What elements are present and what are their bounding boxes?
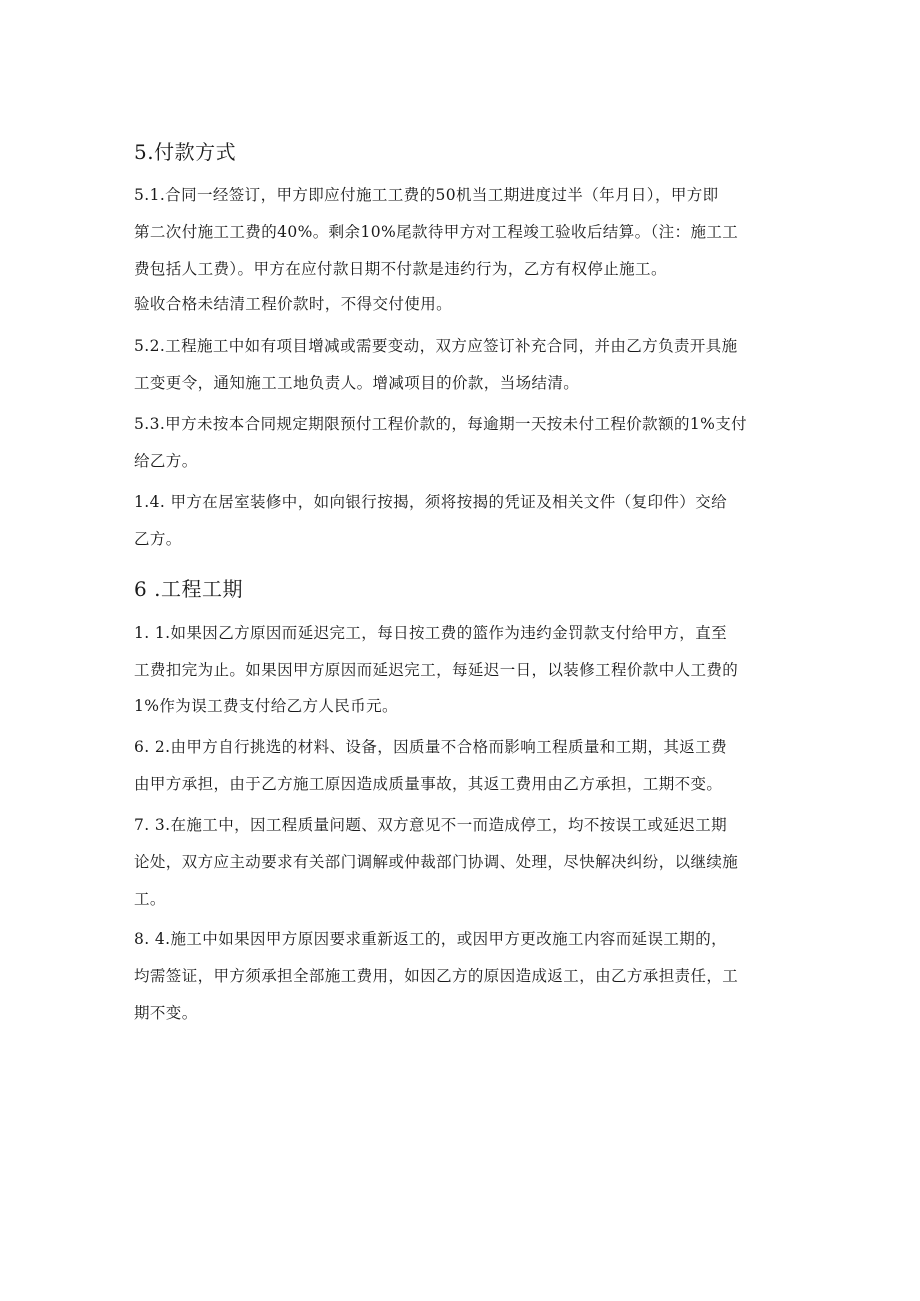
clause-6-4-line: 期不变。 xyxy=(134,1004,198,1022)
clause-6-3-line: 论处，双方应主动要求有关部门调解或仲裁部门协调、处理，尽快解决纠纷，以继续施 xyxy=(134,853,739,871)
clause-6-2-line: 由甲方承担，由于乙方施工原因造成质量事故，其返工费用由乙方承担，工期不变。 xyxy=(134,775,723,793)
section-6-title: 6 .工程工期 xyxy=(134,577,243,601)
clause-5-1-line: 验收合格未结清工程价款时，不得交付使用。 xyxy=(134,295,453,313)
clause-5-3-line: 5.3.甲方未按本合同规定期限预付工程价款的，每逾期一天按未付工程价款额的1%支付 xyxy=(134,415,748,433)
clause-5-1-line: 5.1.合同一经签订，甲方即应付施工工费的50机当工期进度过半（年月日），甲方即 xyxy=(134,186,719,204)
clause-6-3-line: 7. 3.在施工中，因工程质量问题、双方意见不一而造成停工，均不按误工或延迟工期 xyxy=(134,816,728,834)
clause-6-3-line: 工。 xyxy=(134,890,166,908)
clause-6-4-line: 均需签证，甲方须承担全部施工费用，如因乙方的原因造成返工，由乙方承担责任，工 xyxy=(134,967,739,985)
clause-5-4-line: 乙方。 xyxy=(134,530,182,548)
clause-6-1-line: 1%作为误工费支付给乙方人民币元。 xyxy=(134,697,398,715)
clause-5-2-line: 工变更令，通知施工工地负责人。增减项目的价款，当场结清。 xyxy=(134,374,580,392)
clause-6-1-line: 1. 1.如果因乙方原因而延迟完工，每日按工费的篮作为违约金罚款支付给甲方，直至 xyxy=(134,624,728,642)
clause-6-4-line: 8. 4.施工中如果因甲方原因要求重新返工的，或因甲方更改施工内容而延误工期的， xyxy=(134,930,728,948)
clause-5-4-line: 1.4. 甲方在居室装修中，如向银行按揭，须将按揭的凭证及相关文件（复印件）交给 xyxy=(134,493,728,511)
clause-5-1-line: 费包括人工费）。甲方在应付款日期不付款是违约行为，乙方有权停止施工。 xyxy=(134,260,667,278)
clause-5-1-line: 第二次付施工工费的40%。剩余10%尾款待甲方对工程竣工验收后结算。（注：施工工 xyxy=(134,223,739,241)
clause-6-1-line: 工费扣完为止。如果因甲方原因而延迟完工，每延迟一日，以装修工程价款中人工费的 xyxy=(134,661,739,679)
clause-6-2-line: 6. 2.由甲方自行挑选的材料、设备，因质量不合格而影响工程质量和工期，其返工费 xyxy=(134,738,728,756)
clause-5-3-line: 给乙方。 xyxy=(134,452,198,470)
section-5-title: 5.付款方式 xyxy=(134,140,237,164)
clause-5-2-line: 5.2.工程施工中如有项目增减或需要变动，双方应签订补充合同，并由乙方负责开具施 xyxy=(134,337,738,355)
